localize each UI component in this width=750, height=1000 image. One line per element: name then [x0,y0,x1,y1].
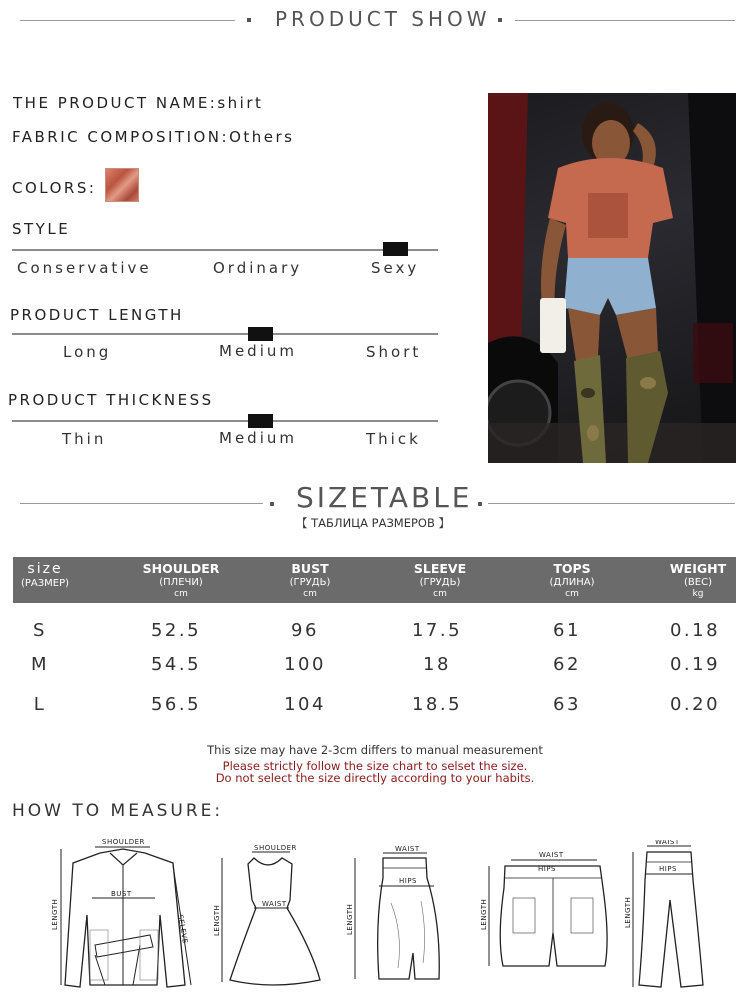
dress-waist-label: WAIST [262,900,287,908]
color-swatch[interactable] [105,168,139,202]
shirt-diagram [45,835,195,995]
style-option-sexy: Sexy [371,259,420,277]
length-title: PRODUCT LENGTH [10,306,184,324]
table-row-m-sleeve: 18 [423,654,451,675]
product-photo [488,93,736,463]
photo-illustration [488,93,736,463]
dress-shoulder-label: SHOULDER [254,844,297,852]
header-dot-left [247,18,251,22]
style-marker [383,242,408,256]
note-measurement: This size may have 2-3cm differs to manual measurement [207,743,543,757]
shirt-bust-label: BUST [111,890,132,898]
table-row-s-sleeve: 17.5 [411,620,463,641]
sizetable-rule-left [20,503,263,504]
skirt-diagram [343,843,448,988]
thickness-option-thin: Thin [62,430,107,448]
pants-diagram [623,840,713,995]
style-option-ordinary: Ordinary [213,259,303,277]
table-row-l-shoulder: 56.5 [150,694,202,715]
thickness-option-medium: Medium [219,429,297,447]
col-tops: TOPS (ДЛИНА) cm [549,561,595,599]
colors-label: COLORS: [12,179,97,197]
col-weight: WEIGHT (ВЕС) kg [669,561,727,599]
length-option-long: Long [63,343,112,361]
length-option-short: Short [366,343,422,361]
table-row-s-tops: 61 [553,620,581,641]
pants-length-label: LENGTH [624,896,632,928]
thickness-title: PRODUCT THICKNESS [8,391,214,409]
col-shoulder: SHOULDER (ПЛЕЧИ) cm [142,561,220,599]
skirt-hips-label: HIPS [399,877,417,885]
table-row-m-shoulder: 54.5 [150,654,202,675]
sizetable-dot-right [478,502,482,506]
skirt-waist-label: WAIST [395,845,420,853]
pants-hips-label: HIPS [659,865,677,873]
shirt-length-label: LENGTH [51,898,59,930]
header-rule-left [20,20,235,21]
col-sleeve: SLEEVE (ГРУДЬ) cm [413,561,467,599]
sizetable-rule-right [488,503,735,504]
shirt-sleeve-label: SELEVE [176,913,190,945]
thickness-scale-line [12,420,438,422]
style-option-conservative: Conservative [17,259,152,277]
table-row-l-size: L [33,694,47,715]
thickness-option-thick: Thick [366,430,421,448]
size-table-header [13,557,736,603]
fabric-composition: FABRIC COMPOSITION:Others [12,128,295,146]
table-row-m-size: M [30,654,50,675]
pants-waist-label: WAIST [655,840,680,846]
thickness-marker [248,414,273,428]
sizetable-dot-left [270,502,274,506]
col-size: size (РАЗМЕР) [20,561,70,589]
note-habits: Do not select the size directly according to your habits. [215,771,535,785]
table-row-l-tops: 63 [553,694,581,715]
skirt-length-label: LENGTH [346,903,354,935]
table-row-m-weight: 0.19 [669,654,721,675]
table-row-s-size: S [33,620,47,641]
table-row-l-weight: 0.20 [669,694,721,715]
table-row-l-bust: 104 [284,694,326,715]
shorts-waist-label: WAIST [539,851,564,859]
shirt-shoulder-label: SHOULDER [102,838,145,846]
table-row-s-weight: 0.18 [669,620,721,641]
note-follow-chart: Please strictly follow the size chart to selset the size. [222,759,528,773]
sizetable-title: SIZETABLE [296,481,473,514]
table-row-m-tops: 62 [553,654,581,675]
header-rule-right [515,20,735,21]
sizetable-subtitle: 【 ТАБЛИЦА РАЗМЕРОВ 】 [296,516,451,530]
style-scale-line [12,249,438,251]
length-option-medium: Medium [219,342,297,360]
shorts-hips-label: HIPS [538,865,556,873]
dress-diagram [212,840,327,990]
dress-length-label: LENGTH [213,904,221,936]
page-title: PRODUCT SHOW [275,7,491,31]
measure-title: HOW TO MEASURE: [12,801,224,821]
table-row-s-bust: 96 [291,620,319,641]
product-name: THE PRODUCT NAME:shirt [13,94,264,112]
length-scale-line [12,333,438,335]
shorts-length-label: LENGTH [480,898,488,930]
table-row-l-sleeve: 18.5 [411,694,463,715]
col-bust: BUST (ГРУДЬ) cm [289,561,331,599]
length-marker [248,327,273,341]
table-row-m-bust: 100 [284,654,326,675]
table-row-s-shoulder: 52.5 [150,620,202,641]
header-dot-right [498,18,502,22]
style-title: STYLE [12,220,71,238]
